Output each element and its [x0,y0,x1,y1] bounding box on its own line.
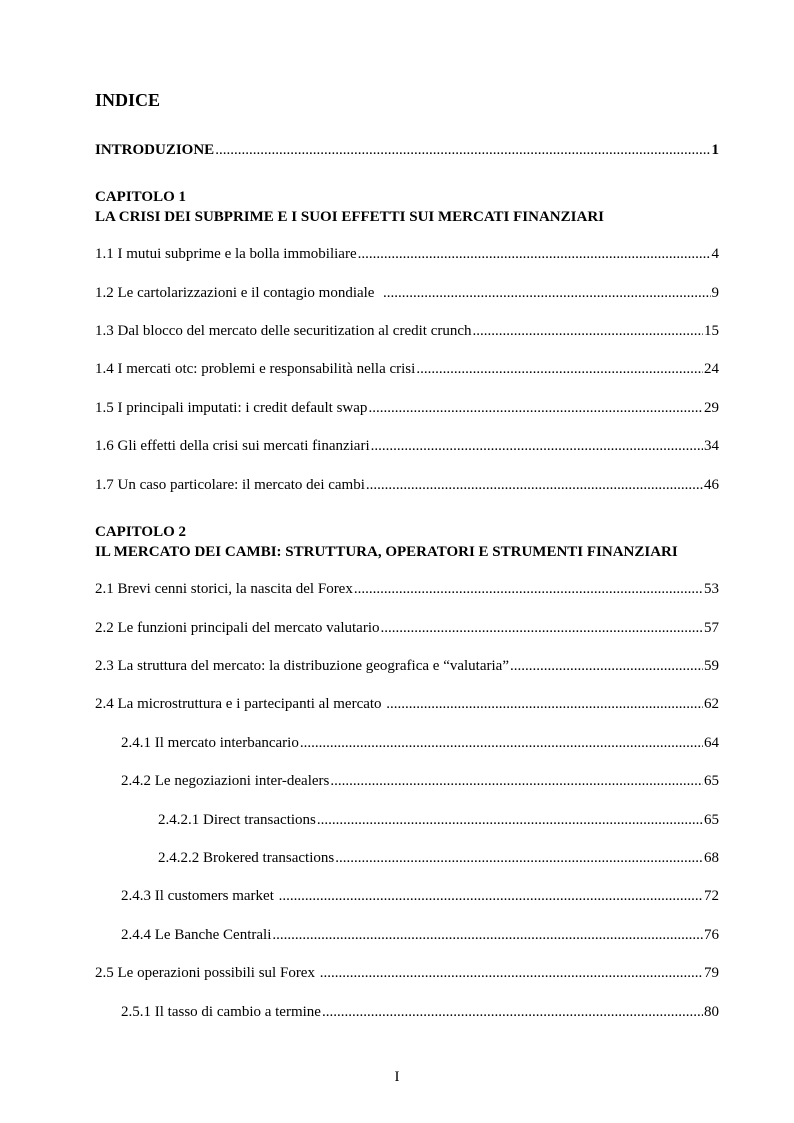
toc-entry[interactable] [95,360,719,378]
toc-entry[interactable] [95,399,719,417]
toc-entry-label: 2.2 Le funzioni principali del mercato valutario [95,620,380,636]
toc-entry-page: 62 [704,696,719,712]
toc-entry-label: 2.4 La microstruttura e i partecipanti al mercato [95,696,386,712]
toc-entry-label: 2.5 Le operazioni possibili sul Forex [95,965,319,981]
toc-entry[interactable] [121,734,719,752]
chapter-label: CAPITOLO 2 [95,524,186,540]
toc-entry-label: 2.4.2.2 Brokered transactions [158,850,335,866]
chapter-label: CAPITOLO 1 [95,189,186,205]
dot-leader [322,1003,703,1021]
dot-leader [320,964,703,982]
toc-entry-page: 9 [711,285,719,301]
dot-leader [272,926,703,944]
dot-leader [368,399,703,417]
dot-leader [416,360,703,378]
toc-entry[interactable] [95,964,719,982]
toc-entry-page: 65 [704,812,719,828]
toc-entry-page: 24 [704,361,719,377]
toc-entry-page: 29 [704,400,719,416]
toc-entry-label: 2.4.2.1 Direct transactions [158,812,316,828]
toc-entry[interactable] [121,1003,719,1021]
chapter-2-heading [95,522,735,562]
dot-leader [386,695,703,713]
page-title: INDICE [95,90,161,110]
toc-entry-label: 1.1 I mutui subprime e la bolla immobiliare [95,246,357,262]
toc-entry[interactable] [95,245,719,263]
toc-entry[interactable] [158,849,719,867]
toc-entry-label: 2.3 La struttura del mercato: la distribuzione geografica e “valutaria” [95,658,509,674]
toc-entry-label: 2.4.3 Il customers market [121,888,278,904]
toc-entry-label: 2.4.4 Le Banche Centrali [121,927,272,943]
toc-entry-page: 4 [711,246,719,262]
toc-entry-page: 64 [704,735,719,751]
toc-entry-page: 34 [704,438,719,454]
toc-entry-page: 65 [704,773,719,789]
toc-entry-label: 2.4.1 Il mercato interbancario [121,735,299,751]
toc-entry-label: 2.5.1 Il tasso di cambio a termine [121,1004,321,1020]
toc-entry[interactable] [121,887,719,905]
toc-entry[interactable] [158,811,719,829]
dot-leader [510,657,703,675]
dot-leader [215,141,710,159]
dot-leader [330,772,703,790]
dot-leader [366,476,703,494]
dot-leader [371,437,703,455]
toc-entry[interactable] [95,476,719,494]
page-number: I [394,1069,400,1085]
toc-entry-label: 1.2 Le cartolarizzazioni e il contagio mondiale [95,285,382,301]
toc-entry-page: 68 [704,850,719,866]
chapter-subtitle: IL MERCATO DEI CAMBI: STRUTTURA, OPERATORI E STRUMENTI FINANZIARI [95,544,678,560]
toc-entry[interactable] [95,437,719,455]
toc-entry-page: 57 [704,620,719,636]
toc-entry-introduzione[interactable] [95,141,719,159]
toc-entry-page: 79 [704,965,719,981]
toc-entry-label: 1.5 I principali imputati: i credit default swap [95,400,368,416]
toc-entry-label: 1.4 I mercati otc: problemi e responsabilità nella crisi [95,361,416,377]
toc-entry-page: 46 [704,477,719,493]
toc-entry-label: 1.3 Dal blocco del mercato delle securitization al credit crunch [95,323,472,339]
toc-entry[interactable] [121,772,719,790]
toc-entry-label: 2.4.2 Le negoziazioni inter-dealers [121,773,330,789]
dot-leader [300,734,703,752]
toc-entry-page: 53 [704,581,719,597]
toc-entry[interactable] [95,322,719,340]
dot-leader [380,619,703,637]
chapter-1-heading [95,187,735,227]
dot-leader [279,887,703,905]
toc-entry[interactable] [95,695,719,713]
dot-leader [354,580,703,598]
dot-leader [317,811,703,829]
dot-leader [383,284,711,302]
toc-entry[interactable] [95,619,719,637]
dot-leader [473,322,703,340]
dot-leader [335,849,703,867]
toc-entry-page: 80 [704,1004,719,1020]
toc-entry-page: 72 [704,888,719,904]
toc-entry-label: 2.1 Brevi cenni storici, la nascita del Forex [95,581,353,597]
toc-entry[interactable] [95,657,719,675]
toc-entry-page: 59 [704,658,719,674]
toc-entry-page: 15 [704,323,719,339]
toc-entry-label: 1.7 Un caso particolare: il mercato dei cambi [95,477,365,493]
toc-entry[interactable] [95,284,719,302]
chapter-subtitle: LA CRISI DEI SUBPRIME E I SUOI EFFETTI SUI MERCATI FINANZIARI [95,209,604,225]
toc-entry-label: INTRODUZIONE [95,142,215,158]
toc-entry[interactable] [95,580,719,598]
toc-entry-label: 1.6 Gli effetti della crisi sui mercati finanziari [95,438,370,454]
dot-leader [358,245,711,263]
toc-entry-page: 1 [711,142,719,158]
toc-entry[interactable] [121,926,719,944]
toc-entry-page: 76 [704,927,719,943]
